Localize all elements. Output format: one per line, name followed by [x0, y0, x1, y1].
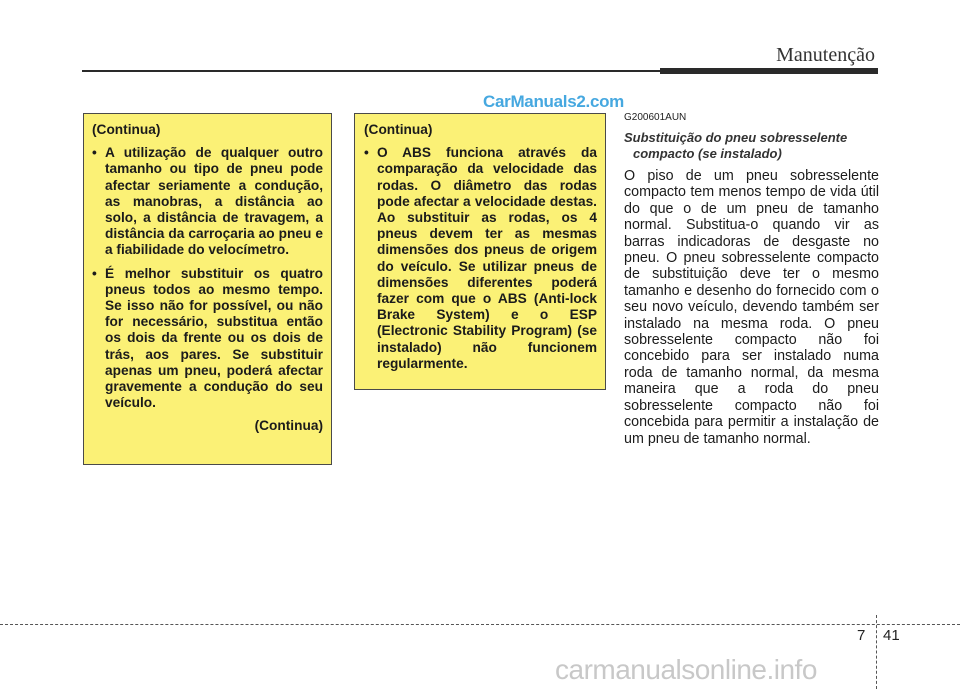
list-item-text: O ABS funciona através da comparação da velocidade das rodas. O diâmetro das rodas pode afectar a velocidade destas. Ao substituir as rodas, os 4 pneus devem ter as mesmas dimensões dos pneus de origem do veículo. Se utilizar pneus de dimensões diferentes poderá fazer com que o ABS (Anti-lock Brake System) e o ESP (Electronic Stability Program) (se instalado) não funcionem regularmente. [377, 145, 597, 371]
box-continue-label: (Continua) [364, 122, 433, 137]
watermark-link-bottom[interactable]: carmanualsonline.info [555, 654, 817, 685]
section-title [624, 130, 879, 162]
list-item [364, 145, 597, 372]
list-item [92, 145, 323, 258]
chapter-number: 7 [857, 627, 866, 644]
list-item-text: É melhor substituir os quatro pneus todos ao mesmo tempo. Se isso não for possível, ou não for necessário, substitua então os dois da frente ou os dois de trás, aos pares. Se substituir apenas um pneu, poderá afectar gravemente a condução do seu veículo. [105, 265, 323, 411]
content-column [624, 110, 879, 447]
section-title-line-2: compacto (se instalado) [633, 146, 782, 161]
bullet-icon: • [364, 145, 369, 161]
header-rule-accent [660, 68, 878, 74]
page-number: 41 [883, 627, 900, 644]
box-continue-label: (Continua) [92, 122, 161, 137]
section-code: G200601AUN [624, 112, 687, 123]
header-rule [82, 70, 660, 72]
watermark-link-top[interactable]: CarManuals2.com [483, 92, 624, 111]
list-item-text: A utilização de qualquer outro tamanho ou tipo de pneu pode afectar seriamente a condução, as manobras, a distância ao solo, a distância de travagem, a distância da carroçaria ao pneu e a fiabilidade do velocímetro. [105, 145, 323, 258]
footer-vertical-divider [876, 615, 877, 689]
page-header-title: Manutenção [776, 44, 875, 66]
bullet-icon: • [92, 145, 97, 161]
list-item [92, 266, 323, 412]
bullet-icon: • [92, 265, 97, 281]
section-body: O piso de um pneu sobresselente compacto tem menos tempo de vida útil do que o de um pneu de tamanho normal. Substitua-o quando vir as barras indicadoras de desgaste no pneu. O pneu sobresselente compacto de substituição deve ter o mesmo tamanho e desenho do fornecido com o seu novo veículo, devendo também ser instalado na mesma roda. O pneu sobresselente compacto não foi concebido para ser instalado numa roda de tamanho normal, da mesma maneira que a roda do pneu sobresselente compacto não foi concebida para permitir a instalação de um pneu de tamanho normal. [624, 168, 879, 447]
box-continue-footer: (Continua) [254, 418, 323, 434]
footer-divider [0, 624, 960, 625]
warning-box-1 [83, 113, 332, 465]
warning-box-2 [354, 113, 606, 390]
section-title-line-1: Substituição do pneu sobresselente [624, 130, 848, 145]
